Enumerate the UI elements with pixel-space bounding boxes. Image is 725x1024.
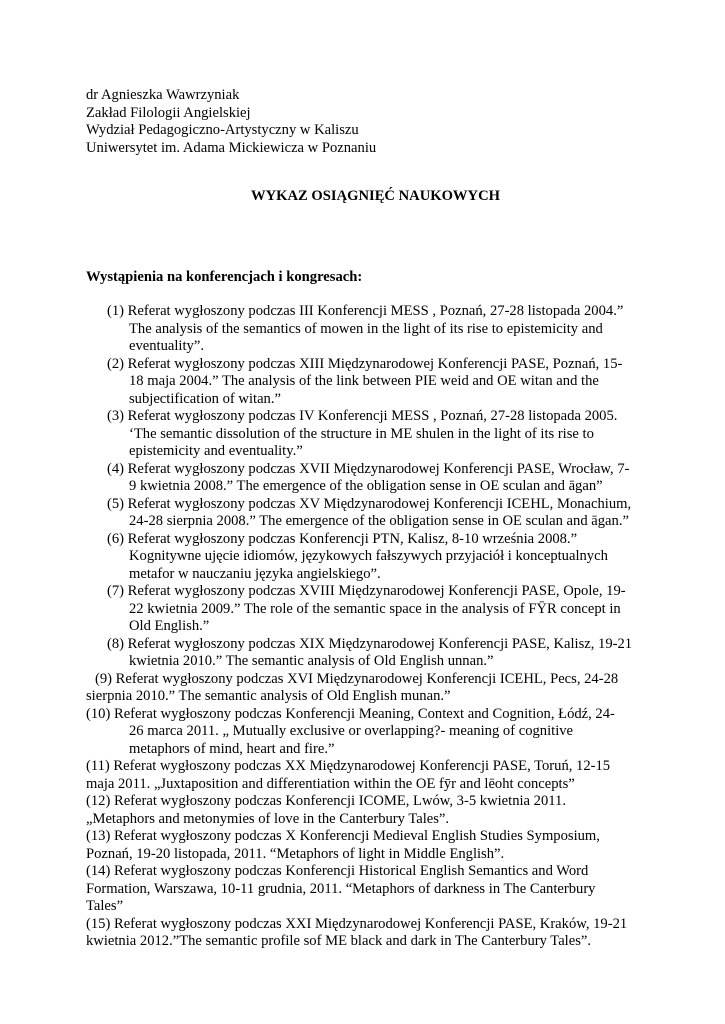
- list-item: (13) Referat wygłoszony podczas X Konferencji Medieval English Studies Symposium, Poznań, 19-20 listopada, 2011. “Metaphors of light in Middle English”.: [86, 828, 600, 862]
- list-item: (9) Referat wygłoszony podczas XVI Międzynarodowej Konferencji ICEHL, Pecs, 24-28 sierpnia 2010.” The semantic analysis of Old English munan.”: [86, 670, 619, 704]
- list-item: (7) Referat wygłoszony podczas XVIII Międzynarodowej Konferencji PASE, Opole, 19- 22 kwietnia 2009.” The role of the semantic space in the analysis of FȲR concept in Old English.”: [107, 583, 626, 634]
- list-item: (3) Referat wygłoszony podczas IV Konferencji MESS , Poznań, 27-28 listopada 2005. ‘The semantic dissolution of the structure in ME shulen in the light of its rise to epistemicity and eventuality.”: [107, 408, 618, 459]
- list-item: (10) Referat wygłoszony podczas Konferencji Meaning, Context and Cognition, Łódź, 24- 26 marca 2011. „ Mutually exclusive or overlapping?- meaning of cognitive metaphors of mind, heart and fire.”: [86, 705, 615, 757]
- list-item: (12) Referat wygłoszony podczas Konferencji ICOME, Lwów, 3-5 kwietnia 2011. „Metaphors and metonymies of love in the Canterbury Tales”.: [86, 793, 566, 827]
- section-heading: Wystąpienia na konferencjach i kongresach:: [86, 269, 363, 285]
- list-item: (14) Referat wygłoszony podczas Konferencji Historical English Semantics and Word Formation, Warszawa, 10-11 grudnia, 2011. “Metaphors of darkness in The Canterbury Tales”: [86, 863, 596, 914]
- document-title: WYKAZ OSIĄGNIĘĆ NAUKOWYCH: [251, 188, 500, 204]
- list-item: (2) Referat wygłoszony podczas XIII Międzynarodowej Konferencji PASE, Poznań, 15- 18 maja 2004.” The analysis of the link between PIE weid and OE witan and the subjectification of witan.”: [107, 355, 623, 407]
- author-address-block: [86, 87, 376, 157]
- list-item: (4) Referat wygłoszony podczas XVII Międzynarodowej Konferencji PASE, Wrocław, 7- 9 kwietnia 2008.” The emergence of the obligation sense in OE sculan and āgan”: [107, 460, 630, 494]
- list-item: (5) Referat wygłoszony podczas XV Międzynarodowej Konferencji ICEHL, Monachium, 24-28 sierpnia 2008.” The emergence of the obligation sense in OE sculan and āgan.”: [107, 495, 632, 529]
- department: Zakład Filologii Angielskiej: [86, 104, 251, 121]
- conference-list: [86, 303, 646, 951]
- university: Uniwersytet im. Adama Mickiewicza w Poznaniu: [86, 139, 377, 156]
- faculty: Wydział Pedagogiczno-Artystyczny w Kaliszu: [86, 122, 359, 138]
- author-name: dr Agnieszka Wawrzyniak: [86, 87, 240, 103]
- list-item: (1) Referat wygłoszony podczas III Konferencji MESS , Poznań, 27-28 listopada 2004.” The analysis of the semantics of mowen in the light of its rise to epistemicity and eventuality”.: [107, 303, 624, 354]
- list-item: (15) Referat wygłoszony podczas XXI Międzynarodowej Konferencji PASE, Kraków, 19-21 kwietnia 2012.”The semantic profile sof ME black and dark in The Canterbury Tales”.: [86, 915, 628, 949]
- list-item: (8) Referat wygłoszony podczas XIX Międzynarodowej Konferencji PASE, Kalisz, 19-21 kwietnia 2010.” The semantic analysis of Old English unnan.”: [107, 635, 633, 669]
- list-item: (6) Referat wygłoszony podczas Konferencji PTN, Kalisz, 8-10 września 2008.” Kognitywne ujęcie idiomów, językowych fałszywych przyjaciół i konceptualnych metafor w nauczaniu języka angielskiego”.: [107, 530, 608, 582]
- list-item: (11) Referat wygłoszony podczas XX Międzynarodowej Konferencji PASE, Toruń, 12-15 maja 2011. „Juxtaposition and differentiation within the OE fȳr and lēoht concepts”: [86, 758, 611, 792]
